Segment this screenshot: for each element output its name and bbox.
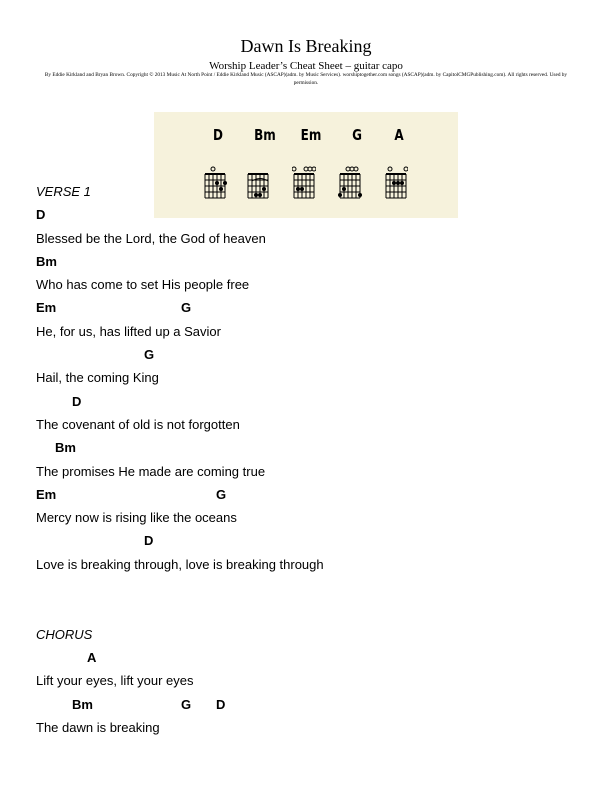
lyric-line: The covenant of old is not forgotten bbox=[36, 416, 240, 432]
chord-symbol: G bbox=[181, 300, 192, 316]
chord-name-em: Em bbox=[300, 126, 322, 144]
chord-symbol: D bbox=[36, 207, 46, 223]
chord-name-d: D bbox=[213, 126, 223, 144]
chord-symbol: Bm bbox=[55, 440, 76, 456]
chord-line bbox=[36, 250, 596, 273]
section-spacer bbox=[36, 576, 596, 623]
chord-symbol: Em bbox=[36, 486, 57, 502]
chord-line bbox=[36, 436, 596, 459]
chord-name-g: G bbox=[352, 126, 362, 144]
chord-symbol: Bm bbox=[36, 253, 57, 269]
copyright-notice: By Eddie Kirkland and Bryan Brown. Copyright © 2013 Music At North Point / Eddie Kirkland Music (ASCAP)(adm. by Music Services). worshiptogether.com songs (ASCAP)(adm. by CapitolCMGPublishing.com). All rights reserved. Used by permission. bbox=[44, 72, 568, 86]
chord-symbol: D bbox=[144, 533, 154, 549]
lyric-line: Lift your eyes, lift your eyes bbox=[36, 673, 194, 689]
chord-symbol: G bbox=[181, 696, 192, 712]
chord-name-a: A bbox=[394, 126, 404, 144]
lyric-line: He, for us, has lifted up a Savior bbox=[36, 323, 221, 339]
chord-symbol: G bbox=[144, 347, 155, 363]
lyric-line: Mercy now is rising like the oceans bbox=[36, 510, 237, 526]
chord-line bbox=[36, 483, 596, 506]
lyric-line: Hail, the coming King bbox=[36, 370, 159, 386]
song-title: Dawn Is Breaking bbox=[240, 36, 372, 56]
chord-symbol: D bbox=[72, 393, 82, 409]
chord-symbol: Em bbox=[36, 300, 57, 316]
chord-symbol: A bbox=[87, 649, 97, 665]
lyric-line: The dawn is breaking bbox=[36, 719, 160, 735]
chord-line bbox=[36, 529, 596, 552]
chord-line bbox=[36, 390, 596, 413]
section-label-verse-1: VERSE 1 bbox=[36, 184, 91, 199]
chord-symbol: Bm bbox=[72, 696, 93, 712]
lyric-line: Love is breaking through, love is breaking through bbox=[36, 556, 324, 572]
chord-name-bm: Bm bbox=[254, 126, 276, 144]
lyric-line: The promises He made are coming true bbox=[36, 463, 266, 479]
lyric-line: Blessed be the Lord, the God of heaven bbox=[36, 230, 266, 246]
chord-symbol: D bbox=[216, 696, 226, 712]
chord-line bbox=[36, 693, 596, 716]
song-subtitle: Worship Leader’s Cheat Sheet – guitar capo bbox=[209, 60, 403, 72]
chord-symbol: G bbox=[216, 486, 227, 502]
lyric-line: Who has come to set His people free bbox=[36, 277, 250, 293]
chord-line bbox=[36, 203, 596, 226]
chord-line bbox=[36, 343, 596, 366]
lyrics-body bbox=[36, 180, 596, 739]
chord-line bbox=[36, 646, 596, 669]
chord-line bbox=[36, 296, 596, 319]
section-label-chorus: CHORUS bbox=[36, 626, 93, 642]
